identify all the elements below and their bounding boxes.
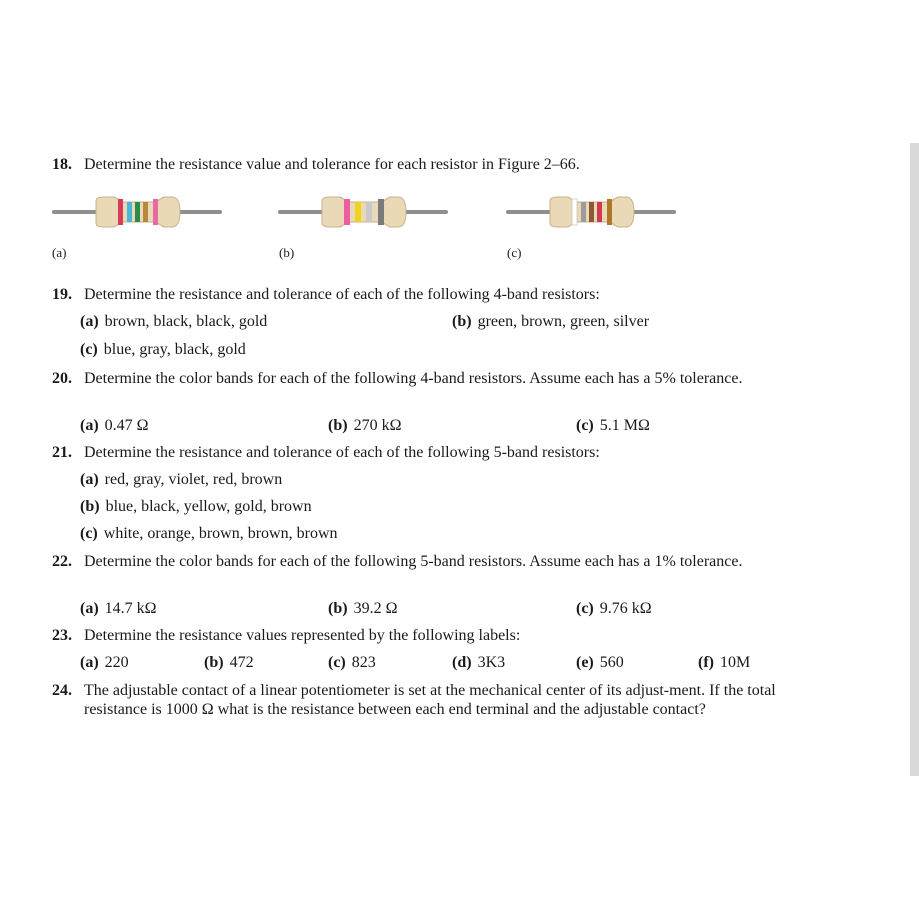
option-19a xyxy=(80,312,267,331)
option-label: (a) xyxy=(80,313,99,330)
question-text: Determine the resistance values represented by the following labels: xyxy=(84,627,521,644)
option-text: 5.1 MΩ xyxy=(599,417,650,434)
option-22c xyxy=(576,599,652,618)
color-band xyxy=(378,199,384,225)
option-label: (e) xyxy=(576,654,594,671)
option-label: (b) xyxy=(328,417,348,434)
color-band xyxy=(344,199,350,225)
option-text: brown, black, black, gold xyxy=(104,313,268,330)
option-label: (c) xyxy=(576,417,594,434)
option-text: blue, black, yellow, gold, brown xyxy=(105,498,312,515)
option-23e xyxy=(576,653,624,672)
color-band xyxy=(366,202,372,222)
option-19b xyxy=(452,312,649,331)
color-band xyxy=(581,202,586,222)
option-text: white, orange, brown, brown, brown xyxy=(103,525,338,542)
resistor-figure-a xyxy=(52,195,222,229)
option-text: 560 xyxy=(599,654,624,671)
option-label: (b) xyxy=(328,600,348,617)
option-text: red, gray, violet, red, brown xyxy=(104,471,283,488)
question-text: Determine the resistance and tolerance of each of the following 5-band resistors: xyxy=(84,444,600,461)
question-number: 23. xyxy=(52,627,72,644)
option-23d xyxy=(452,653,505,672)
question-number: 18. xyxy=(52,156,72,173)
option-label: (a) xyxy=(80,654,99,671)
option-20c xyxy=(576,416,650,435)
option-21b xyxy=(80,497,312,516)
color-band xyxy=(589,202,594,222)
option-text: blue, gray, black, gold xyxy=(103,341,246,358)
option-19c xyxy=(80,340,246,359)
resistor-figure-b xyxy=(278,195,448,229)
option-22a xyxy=(80,599,157,618)
color-band xyxy=(127,202,132,222)
option-label: (b) xyxy=(204,654,224,671)
option-text: 3K3 xyxy=(477,654,506,671)
color-band xyxy=(143,202,148,222)
option-label: (b) xyxy=(452,313,472,330)
option-21a xyxy=(80,470,282,489)
question-number: 19. xyxy=(52,286,72,303)
color-band xyxy=(607,199,612,225)
option-label: (c) xyxy=(576,600,594,617)
color-band xyxy=(135,202,140,222)
question-text: The adjustable contact of a linear potentiometer is set at the mechanical center of its adjust-ment. If the total resistance is 1000 Ω what is the resistance between each end terminal and the adjustable contact? xyxy=(84,682,776,718)
figure-label-c: (c) xyxy=(507,245,522,260)
color-band xyxy=(597,202,602,222)
option-text: 14.7 kΩ xyxy=(104,600,157,617)
option-20b xyxy=(328,416,401,435)
option-23f xyxy=(698,653,750,672)
resistor-body xyxy=(322,197,406,227)
color-band xyxy=(118,199,123,225)
option-label: (c) xyxy=(328,654,346,671)
option-label: (a) xyxy=(80,471,99,488)
option-23c xyxy=(328,653,376,672)
color-band xyxy=(153,199,158,225)
color-band xyxy=(355,202,361,222)
question-text: Determine the resistance and tolerance of each of the following 4-band resistors: xyxy=(84,286,600,303)
option-text: 823 xyxy=(351,654,376,671)
color-band xyxy=(572,199,577,225)
option-text: 0.47 Ω xyxy=(104,417,149,434)
option-label: (a) xyxy=(80,600,99,617)
option-label: (f) xyxy=(698,654,714,671)
question-text: Determine the resistance value and tolerance for each resistor in Figure 2–66. xyxy=(84,156,580,173)
option-22b xyxy=(328,599,397,618)
option-text: 10M xyxy=(719,654,751,671)
option-label: (c) xyxy=(80,341,98,358)
option-text: 220 xyxy=(104,654,129,671)
question-number: 24. xyxy=(52,682,72,699)
option-23b xyxy=(204,653,254,672)
question-number: 20. xyxy=(52,370,72,387)
option-label: (b) xyxy=(80,498,100,515)
question-number: 22. xyxy=(52,553,72,570)
option-text: 9.76 kΩ xyxy=(599,600,652,617)
option-text: 39.2 Ω xyxy=(353,600,398,617)
figure-label-a: (a) xyxy=(52,245,67,260)
resistor-figure-c xyxy=(506,195,676,229)
option-label: (d) xyxy=(452,654,472,671)
option-text: 472 xyxy=(229,654,254,671)
question-text: Determine the color bands for each of the following 4-band resistors. Assume each has a 5% tolerance. xyxy=(84,370,743,387)
figure-label-b: (b) xyxy=(279,245,295,260)
question-text: Determine the color bands for each of the following 5-band resistors. Assume each has a 1% tolerance. xyxy=(84,553,743,570)
scrollbar[interactable] xyxy=(910,143,919,776)
option-20a xyxy=(80,416,149,435)
option-label: (a) xyxy=(80,417,99,434)
option-label: (c) xyxy=(80,525,98,542)
option-text: green, brown, green, silver xyxy=(477,313,650,330)
option-21c xyxy=(80,524,338,543)
option-23a xyxy=(80,653,129,672)
option-text: 270 kΩ xyxy=(353,417,402,434)
question-number: 21. xyxy=(52,444,72,461)
